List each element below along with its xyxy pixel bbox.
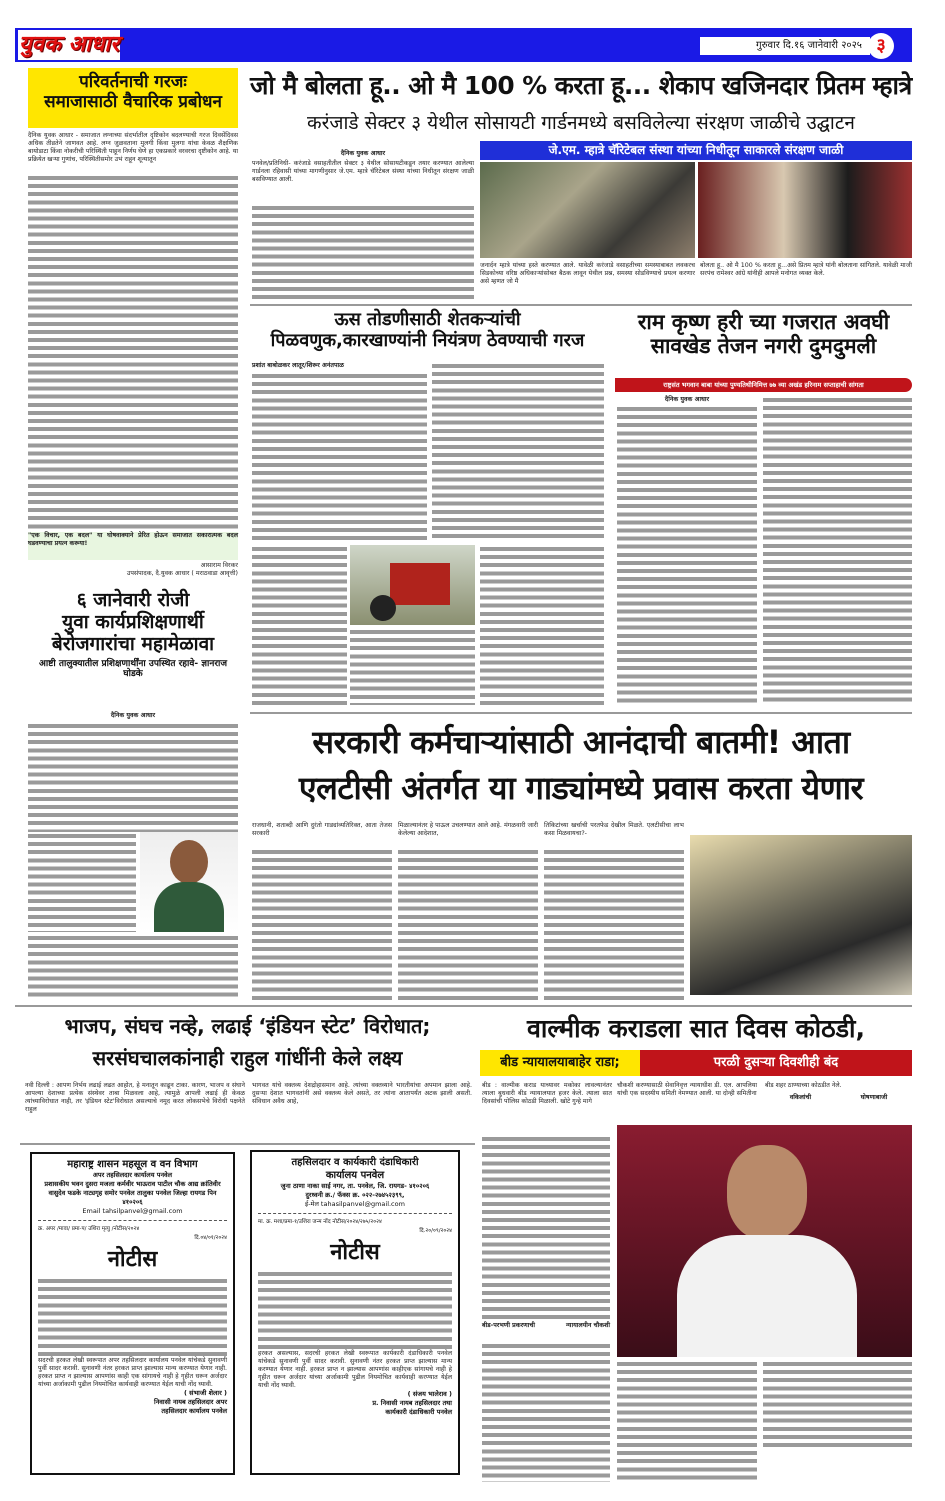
ram-krishna-byline: दैनिक युवक आधार bbox=[664, 396, 710, 403]
lead-lead: पनवेल/प्रतिनिधी- करंजाडे वसाहतीतील सेक्टर ३ येथील सोसायटीकडून तयार करण्यात आलेल्या गार्डनला रहिवासी यांच्या मागणीनुसार जे.एम. म्हात्रे चॅरिटेबल संस्था यांच्या निधीतून संरक्षण जाळी बसविण्यात आली. bbox=[252, 160, 474, 184]
karad-strip-1: बीड न्यायालयाबाहेर राडा; bbox=[480, 1050, 640, 1076]
karad-col2: चौकशी करण्यासाठी सेवानिवृत्त न्यायाधीश डी. एल. आपलिया यांची एक सदस्यीय समिती नेमण्यात आली. या दोन्ही समितीना bbox=[617, 1082, 757, 1098]
lead-body bbox=[252, 204, 474, 300]
notice-tahsildar bbox=[250, 1150, 460, 1475]
sugarcane-headline-1: ऊस तोडणीसाठी शेतकऱ्यांची bbox=[334, 309, 521, 330]
editorial-lead: दैनिक युवक आधार - समाजात लग्नाच्या संदर्भातील दृष्टिकोन बदलण्याची गरज दिवसेंदिवस अधिक तीव्रतेने जाणवत आहे. लग्न जुळवताना मुलगी किंवा मुलगा यांचा केवळ शैक्षणिक बायोडाटा किंवा नोकरीची परिस्थिती पाहून निर्णय घेणे हा एकप्रकारे वरवरचा दृष्टीकोन आहे. या प्रक्रियेत खऱ्या गुणांच, परिस्थितीसमोर उभं राहून शून्यातून bbox=[28, 132, 238, 164]
ltc-col3: तिकिटांच्या खर्चाची परतफेड देखील मिळते. एलटीसीचा लाभ कसा मिळवायचा?- bbox=[544, 822, 684, 838]
ltc-lead: राजधानी, शताब्दी आणि दुरंतो गाड्यांव्यतिरिक्त, आता तेजस सरकारी bbox=[252, 822, 392, 838]
sugarcane-headline-2: पिळवणुक,कारखाण्यांनी नियंत्रण ठेवण्याची गरज bbox=[270, 329, 585, 351]
karad-subhead-4: न्यायालयीन चौकशी bbox=[565, 1322, 610, 1329]
notice-2-title-2: कार्यालय पनवेल bbox=[325, 1170, 385, 1181]
notice-2-closing: हरकत असल्यास, सदरची हरकत लेखी स्वरूपात कार्यकारी दंडाधिकारी पनवेल यांचेकडे सुनावणी पुर्वी सादर करावी. सुनावणी नंतर हरकत प्राप्त झाल्यास मान्य करण्यात येणार नाही. हरकत प्राप्त न झाल्यास आपणांस काहीएक सांगायचे नाही हे गृहीत धरून अर्जदार यांच्या अर्जाकामी पुढील नियमोचित कार्यवाही करण्यात येईल याची नोंद घ्यावी. bbox=[258, 1350, 452, 1390]
notice-2-sign-title: प्र. निवासी नायब तहसिलदार तथा bbox=[372, 1399, 452, 1408]
newspaper-logo: युवक आधार bbox=[18, 30, 120, 60]
lead-col3: बोलता हू.. ओ मै 100 % करता हू...असे प्रितम म्हात्रे यांनी बोलताना सांगितले. यावेळी माजी सरपंच रामेश्वर आंग्रे यांनीही आपले मनोगत व्यक्त केले. bbox=[700, 262, 912, 278]
bjp-headline-1: भाजप, संघच नव्हे, लढाई ‘इंडियन स्टेट’ विरोधात; bbox=[64, 1014, 431, 1038]
lead-subhead: करंजाडे सेक्टर ३ येथील सोसायटी गार्डनमध्ये बसविलेल्या संरक्षण जाळीचे उद्घाटन bbox=[307, 112, 855, 134]
karad-body-3 bbox=[617, 1360, 757, 1482]
karad-subhead-b bbox=[482, 1322, 610, 1330]
editorial-body bbox=[28, 174, 238, 530]
job-fair-byline: दैनिक युवक आधार bbox=[110, 712, 156, 719]
karad-body bbox=[482, 1135, 610, 1320]
karad-subhead-3: बीड-परभणी प्रकरणाची bbox=[482, 1322, 535, 1329]
notice-1-sign-office: तहसिलदार कार्यालय पनवेल bbox=[161, 1407, 227, 1416]
sugarcane-body-2 bbox=[432, 362, 604, 542]
karad-body-4 bbox=[763, 1360, 912, 1450]
notice-1-office: अपर तहसिलदार कार्यालय पनवेल bbox=[92, 1171, 173, 1179]
page-number: ३ bbox=[868, 33, 894, 59]
ram-krishna-headline-1: राम कृष्ण हरी च्या गजरात अवघी bbox=[637, 310, 890, 334]
editorial-quote: "एक विचार, एक बदल" या घोषवाक्याने प्रेरित होऊन समाजात सकारात्मक बदल घडवण्याचा प्रयत्न करूया! bbox=[28, 532, 238, 560]
karad-col3-group bbox=[765, 1082, 912, 1102]
ltc-body-3 bbox=[544, 848, 684, 1000]
notice-2-ref: मा. क्र. मशा/प्रमा-१/उशिरा जन्म नोंद नोटीस/२०२४/२७५/२०२४ bbox=[258, 1219, 382, 1225]
editorial-headline-box bbox=[28, 68, 238, 128]
notice-1-date: दि.०४/०१/२०२४ bbox=[194, 1235, 227, 1241]
karad-strip bbox=[480, 1050, 912, 1076]
job-fair-headline-1: ६ जानेवारी रोजी bbox=[76, 589, 190, 611]
karad-headline: वाल्मीक कराडला सात दिवस कोठडी, bbox=[527, 1014, 865, 1043]
job-fair-headline bbox=[28, 590, 238, 679]
ram-krishna-headline bbox=[615, 310, 912, 358]
lead-headline: जो मै बोलता हू.. ओ मै 100 % करता हू... शेकाप खजिनदार प्रितम म्हात्रे bbox=[250, 71, 912, 100]
notice-1-title: महाराष्ट्र शासन महसूल व वन विभाग bbox=[67, 1159, 198, 1170]
ram-krishna-headline-2: सावखेड तेजन नगरी दुमदुमली bbox=[650, 334, 877, 359]
divider bbox=[20, 1143, 475, 1145]
editorial-author-title: उपसंपादक, दै.युवक आधार ( मराठवाडा आवृत्ती) bbox=[126, 570, 238, 578]
divider bbox=[15, 1005, 912, 1007]
notice-1-address: प्रशासकीय भवन दुसरा मजला कर्मवीर भाऊराव पाटील चौक आद्य क्रांतिवीर वासुदेव फडके नाट्यगृह समोर पनवेल तालुका पनवेल जिल्हा रायगड पिन ४१०२०६ bbox=[44, 1180, 221, 1206]
tractor-photo bbox=[350, 545, 475, 625]
karad-col3: बीड शहर ठाण्याच्या कोठडीत नेले. bbox=[765, 1082, 842, 1089]
sugarcane-body-4 bbox=[480, 545, 604, 705]
job-fair-headline-2: युवा कार्यप्रशिक्षणार्थी bbox=[62, 610, 204, 633]
inauguration-photo bbox=[698, 162, 912, 258]
ltc-headline-2: एलटीसी अंतर्गत या गाड्यांमध्ये प्रवास करता येणार bbox=[298, 769, 864, 807]
ltc-headline-1: सरकारी कर्मचाऱ्यांसाठी आनंदाची बातमी! आता bbox=[312, 723, 850, 761]
job-fair-body-3 bbox=[28, 934, 238, 998]
accused-photo bbox=[617, 1125, 912, 1357]
divider bbox=[250, 304, 912, 306]
notice-1-closing: सदरची हरकत लेखी स्वरूपात अपर तहसिलदार कार्यालय पनवेल यांचेकडे सुनावणी पुर्वी सादर करावी. सुनावणी नंतर हरकत प्राप्त झाल्यास मान्य करण्यात येणार नाही. हरकत प्राप्त न झाल्यास आपणांस काही एक सांगायचे नाही हे गृहीत धरून अर्जदार यांच्या अर्जाकामी पुढील नियमोचित कार्यवाही करण्यात येईल याची नोंद घ्यावी. bbox=[38, 1357, 227, 1389]
notice-1-sign-title: निवासी नायब तहसिलदार अपर bbox=[154, 1398, 227, 1407]
ram-krishna-body bbox=[617, 405, 757, 705]
notice-2-title: तहसिलदार व कार्यकारी दंडाधिकारी bbox=[291, 1157, 419, 1168]
sugarcane-byline: प्रशांत बाबोळकर लातूर/शिरूर अनंतपाळ bbox=[252, 362, 344, 369]
editorial-headline-2: समाजासाठी वैचारिक प्रबोधन bbox=[44, 91, 222, 112]
notice-1-ref: क्र. अपर /मावा/ प्रमा-प/ उशिरा मृत्यु /नोटीस/२०२४ bbox=[38, 1226, 140, 1232]
lead-byline: दैनिक युवक आधार bbox=[340, 150, 386, 157]
notice-2-date: दि.२०/०९/२०२४ bbox=[419, 1228, 452, 1234]
sugarcane-body bbox=[252, 372, 427, 542]
sugarcane-headline bbox=[250, 310, 605, 351]
karad-body-2 bbox=[482, 1342, 610, 1482]
notice-2-email: ई-मेल tahasilpanvel@gmail.com bbox=[305, 1200, 405, 1208]
notice-2-sign-office: कार्यकारी दंडाधिकारी पनवेल bbox=[385, 1408, 452, 1417]
editorial-author: आसाराम विरकर bbox=[200, 562, 238, 569]
ltc-col2: मिळाल्यानंतर हे पाऊल उचलण्यात आले आहे. मंगळवारी जारी केलेल्या आदेशात, bbox=[398, 822, 538, 838]
lead-col2: जनार्दन म्हात्रे यांच्या हस्ते करण्यात आले. यावेळी करंजाडे वसाहतीच्या समस्याबाबत लवकरच सिडकोच्या वरिष्ठ अधिकाऱ्यांसोबत बैठक लावून येथील प्रश्न, समस्या सोडविण्याचे प्रयत्न करणार असे म्हणत जो मै bbox=[480, 262, 695, 286]
bjp-headline-2: सरसंघचालकांनाही राहुल गांधींनी केले लक्ष्य bbox=[92, 1046, 403, 1070]
sugarcane-body-5 bbox=[350, 628, 475, 705]
office-photo bbox=[690, 835, 912, 995]
sugarcane-body-3 bbox=[252, 545, 347, 705]
karad-subhead-1: वकिलांची bbox=[789, 1094, 812, 1102]
karad-subhead-2: घोषणाबाजी bbox=[860, 1094, 888, 1102]
notice-2-phone: दुरध्वनी क्र./ फॅक्स क्र. ०२२-२७४५२३९९, bbox=[305, 1191, 405, 1199]
editorial-footer bbox=[28, 532, 238, 578]
job-fair-subhead: आष्टी तालुक्यातील प्रशिक्षणार्थींना उपस्थित रहावे- ज्ञानराज घोडके bbox=[38, 658, 228, 679]
notice-revenue-dept bbox=[30, 1152, 235, 1475]
ram-krishna-strip: राष्ट्रसंत भगवान बाबा यांच्या पुण्यतिथीनिमित्त ७७ व्या अखंड हरिनाम सप्ताहाची सांगता bbox=[615, 378, 912, 392]
job-fair-headline-3: बेरोजगारांचा महामेळावा bbox=[51, 632, 215, 655]
garden-fence-photo bbox=[480, 162, 695, 258]
ltc-body-2 bbox=[398, 848, 538, 1000]
lead-strip: जे.एम. म्हात्रे चॅरिटेबल संस्था यांच्या निधीतून साकारले संरक्षण जाळी bbox=[480, 141, 912, 160]
notice-2-signatory: ( संजय भालेराव ) bbox=[407, 1390, 452, 1399]
notice-1-signatory: ( संभाजी शेलार ) bbox=[183, 1389, 227, 1398]
person-photo bbox=[140, 832, 238, 932]
notice-2-address: जुना ठाणा नाका साई नगर, ता. पनवेल, जि. रायगड- ४१०२०६ bbox=[280, 1182, 430, 1190]
karad-subhead bbox=[765, 1094, 912, 1102]
karad-lead: बीड : वाल्मीक कराड याच्यावर मकोका लावल्यानंतर त्याला बुधवारी बीड न्यायालयात हजर केले. त्याला सात दिवसांची पोलिस कोठडी मिळाली. खोटे गुन्हे मागे bbox=[482, 1082, 612, 1106]
ltc-body bbox=[252, 848, 392, 1000]
job-fair-body bbox=[28, 722, 238, 832]
divider bbox=[250, 712, 912, 714]
ram-krishna-body-2 bbox=[763, 396, 912, 705]
karad-strip-2: परळी दुसऱ्या दिवशीही बंद bbox=[640, 1050, 912, 1076]
lead-text-top bbox=[252, 150, 474, 184]
bjp-lead: नवी दिल्ली : आपण निर्भय लढाई लढत आहोत, हे मनातून काढून टाका. कारण, भाजप व संघाने आपल्या देशाच्या प्रत्येक संस्थेवर ताबा मिळवला आहे, त्यामुळे आपली लढाई ही केवळ त्यांच्याविरोधात नाही, तर 'इंडियन स्टेट'विरोधात असल्याचे नमूद करत लोकसभेचे विरोधी पक्षनेते राहुल bbox=[25, 1082, 245, 1114]
notice-2-heading: नोटीस bbox=[330, 1240, 380, 1265]
job-fair-body-2 bbox=[28, 832, 136, 932]
bjp-col2: भागवत यांचे वक्तव्य देशद्रोहासमान आहे. त्यांच्या वक्तव्याने भारतीयांचा अपमान झाला आहे. दुसऱ्या देशात भागवतांनी असे वक्तव्य केले असते, तर त्यांना आतापर्यंत अटक झाली असती. संविधान अवैध आहे, bbox=[252, 1082, 472, 1106]
editorial-headline: परिवर्तनाची गरजः bbox=[79, 72, 187, 92]
issue-date: गुरुवार दि.१६ जानेवारी २०२५ bbox=[700, 37, 870, 55]
notice-1-heading: नोटीस bbox=[107, 1247, 158, 1272]
notice-1-email: Email tahsilpanvel@gmail.com bbox=[82, 1207, 183, 1215]
